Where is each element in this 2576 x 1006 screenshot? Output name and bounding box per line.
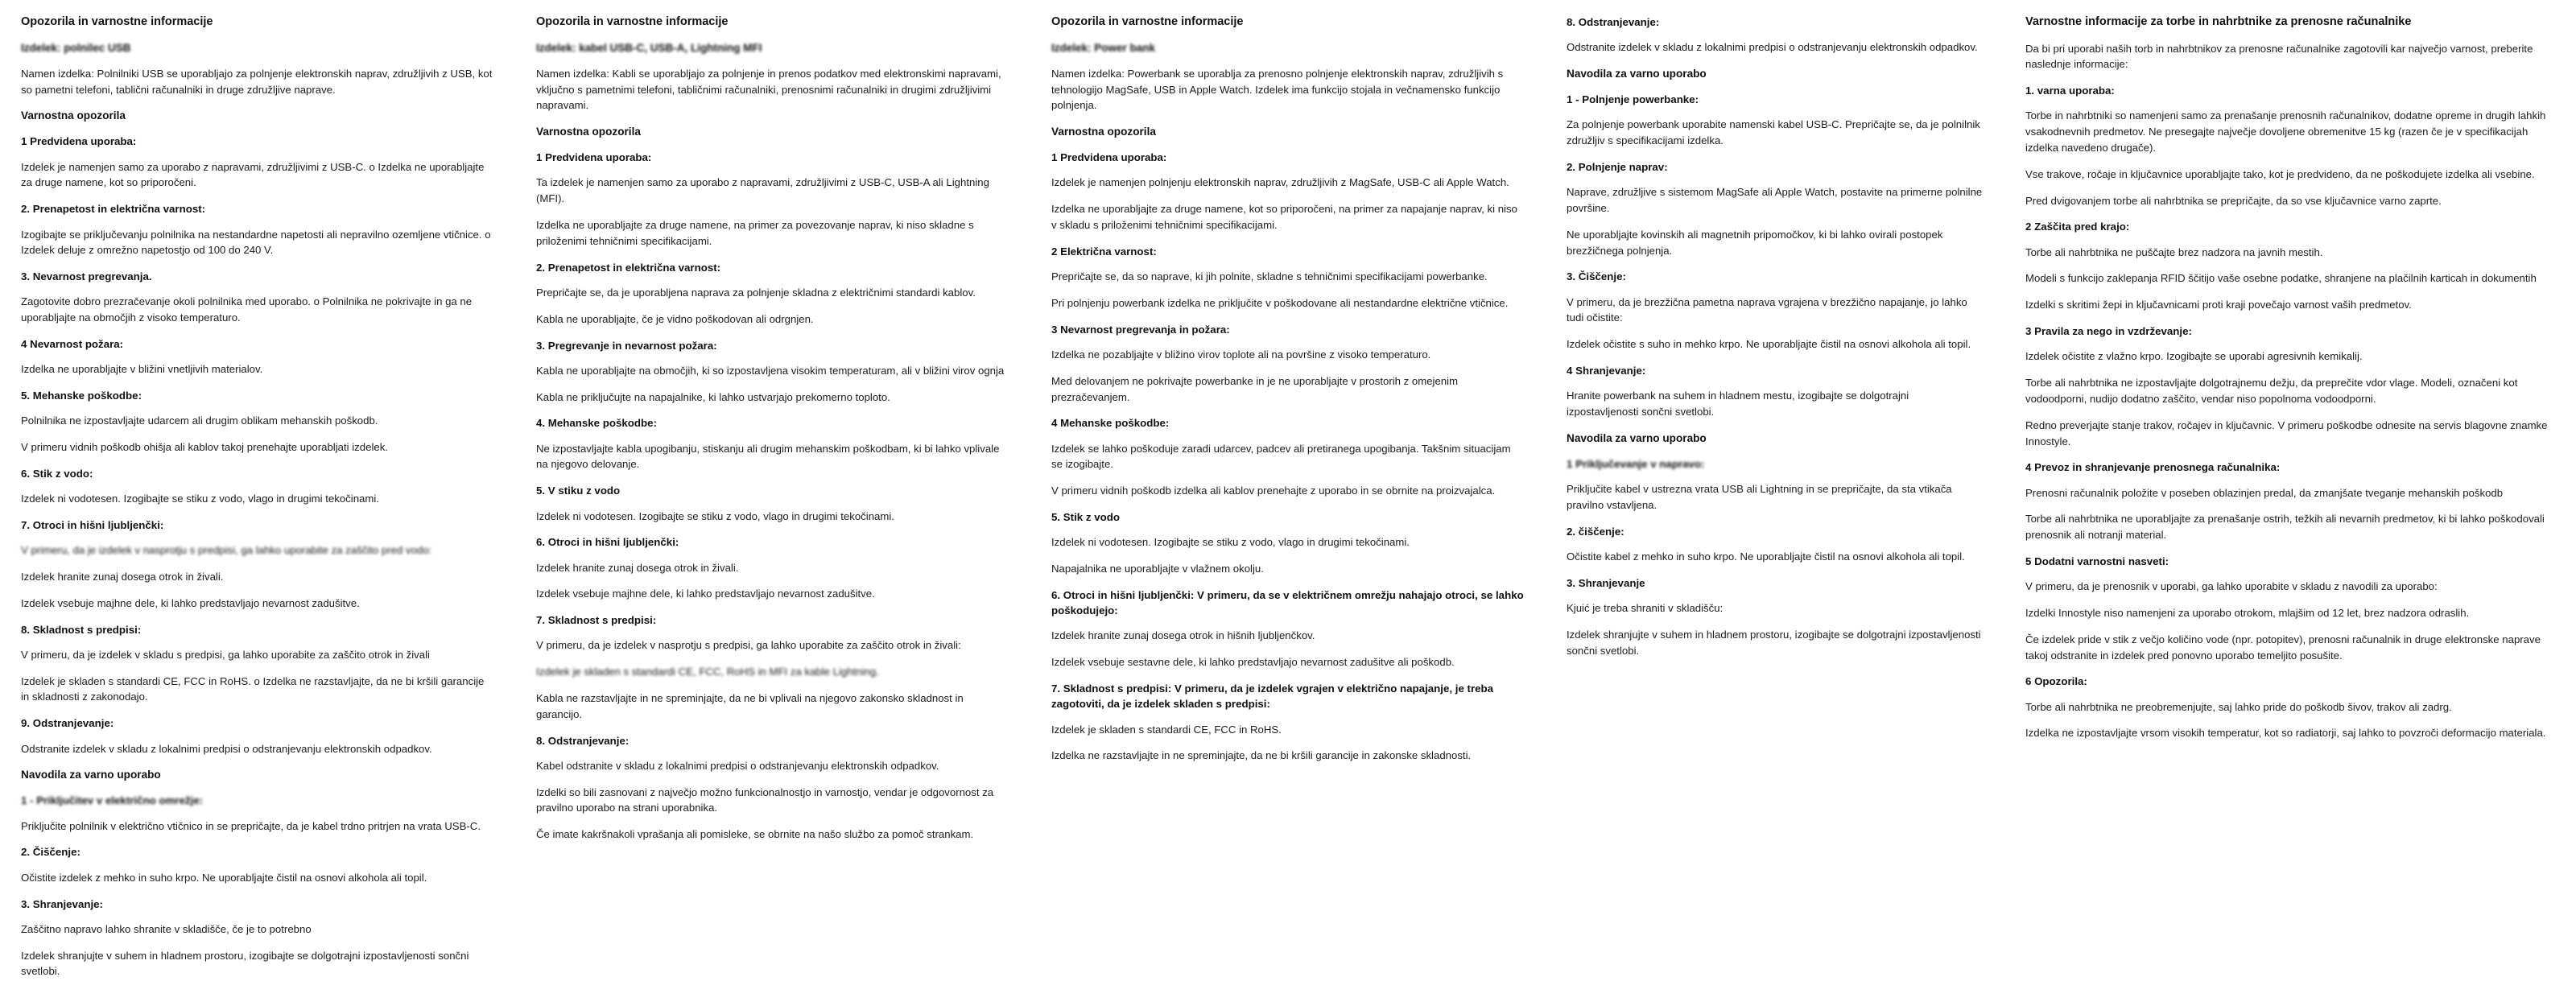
paragraph: Kabla ne uporabljajte na območjih, ki so izpostavljena visokim temperaturam, ali v bližini virov ognja: [536, 364, 1005, 377]
paragraph: V primeru, da je izdelek v nasprotju s predpisi, ga lahko uporabite za zaščito otrok in živali:: [536, 639, 961, 652]
paragraph: Izdelki Innostyle niso namenjeni za uporabo otrokom, mlajšim od 12 let, brez nadzora odraslih.: [2025, 607, 2470, 620]
paragraph: Za polnjenje powerbank uporabite namenski kabel USB-C. Prepričajte se, da je polnilnik združljiv s specifikacijami izdelka.: [1567, 118, 1980, 147]
heading-item: 2 Zaščita pred krajo:: [2025, 221, 2130, 233]
heading-item: 8. Odstranjevanje:: [536, 734, 630, 747]
heading-item: 6. Otroci in hišni ljubljenčki:: [536, 536, 679, 549]
paragraph: Kabel odstranite v skladu z lokalnimi predpisi o odstranjevanju elektronskih odpadkov.: [536, 759, 939, 772]
heading-warnings: Varnostna opozorila: [21, 109, 126, 122]
paragraph: Izdelka ne izpostavljajte vrsom visokih temperatur, kot so radiatorji, saj lahko to povzroči deformacijo materiala.: [2025, 727, 2546, 740]
paragraph: Izdelek shranjujte v suhem in hladnem prostoru, izogibajte se dolgotrajni izpostavljenosti sončni svetlobi.: [1567, 628, 1981, 657]
paragraph: Izogibajte se priključevanju polnilnika na nestandardne napetosti ali nepravilno ozemljene vtičnice. o Izdelek deluje z omrežno napetostjo od 100 do 240 V.: [21, 228, 491, 257]
heading-item: 4. Mehanske poškodbe:: [536, 417, 657, 430]
paragraph: Izdelek očistite s suho in mehko krpo. Ne uporabljajte čistil na osnovi alkohola ali topil.: [1567, 338, 1971, 351]
paragraph: Izdelki s skritimi žepi in ključavnicami proti kraji povečajo varnost vaših predmetov.: [2025, 299, 2412, 311]
heading-item: 2. Prenapetost in električna varnost:: [21, 203, 206, 216]
paragraph: Kabla ne priključujte na napajalnike, ki lahko ustvarjajo prekomerno toploto.: [536, 390, 890, 403]
paragraph: Izdelek je skladen s standardi CE, FCC, RoHS in MFI za kable Lightning.: [536, 666, 879, 678]
column-powerbank: [1030, 14, 1546, 774]
paragraph: Izdelka ne uporabljajte za druge namene, na primer za povezovanje naprav, ki niso skladne s priloženimi tehničnimi specifikacijami.: [536, 219, 974, 247]
heading-item: 3 Pravila za nego in vzdrževanje:: [2025, 325, 2192, 338]
paragraph: Prenosni računalnik položite v poseben oblazinjen predal, da zmanjšate tveganje mehanskih poškodb: [2025, 486, 2504, 499]
paragraph: Torbe ali nahrbtnika ne izpostavljajte dolgotrajnemu dežju, da preprečite vdor vlage. Modeli, označeni kot vodoodporni, nudijo dodatno zaščito, vendar niso popolnoma vodoodporni.: [2025, 377, 2518, 405]
paragraph: V primeru, da je izdelek v nasprotju s predpisi, ga lahko uporabite za zaščito pred vodo:: [21, 544, 432, 557]
paragraph: Torbe ali nahrbtnika ne uporabljajte za prenašanje ostrih, težkih ali nevarnih predmetov, ki bi lahko poškodovali prenosnik ali notranji material.: [2025, 513, 2545, 542]
paragraph: Torbe in nahrbtniki so namenjeni samo za prenašanje prenosnih računalnikov, dodatne opreme in drugih lahkih vsakodnevnih predmetov. Ne presegajte največje dovoljene obremenitve 15 kg (razen če je v specifikacijah izdelka navedeno drugače).: [2025, 109, 2546, 155]
paragraph: Prepričajte se, da je uporabljena naprava za polnjenje skladna z električnimi standardi kablov.: [536, 286, 976, 299]
heading-item: 2. Polnjenje naprav:: [1567, 160, 1668, 173]
paragraph: Priključite polnilnik v električno vtičnico in se prepričajte, da je kabel trdno pritrjen na vrata USB-C.: [21, 819, 481, 832]
paragraph: Izdelki so bili zasnovani z največjo možno funkcionalnostjo in varnostjo, vendar je odgovornost za pravilno uporabo na strani uporabnika.: [536, 785, 994, 814]
heading-item: 9. Odstranjevanje:: [21, 717, 114, 730]
paragraph: Očistite izdelek z mehko in suho krpo. Ne uporabljajte čistil na osnovi alkohola ali topil.: [21, 871, 427, 884]
heading-item: 2. Čiščenje:: [21, 846, 80, 859]
paragraph: Kabla ne uporabljajte, če je vidno poškodovan ali odrgnjen.: [536, 312, 814, 325]
heading-item: 3. Shranjevanje:: [21, 897, 103, 910]
heading-item: 4 Shranjevanje:: [1567, 365, 1646, 377]
paragraph: Izdelek se lahko poškoduje zaradi udarcev, padcev ali pretiranega upogibanja. Takšnim situacijam se izogibajte.: [1051, 442, 1511, 471]
heading-item: 7. Skladnost s predpisi: V primeru, da je izdelek vgrajen v električno napajanje, je treba zagotoviti, da je izdelek skladen s predpisi:: [1051, 682, 1494, 711]
paragraph: Torbe ali nahrbtnika ne preobremenjujte, saj lahko pride do poškodb šivov, trakov ali zadrg.: [2025, 700, 2452, 713]
paragraph: V primeru vidnih poškodb izdelka ali kablov prenehajte z uporabo in se obrnite na proizvajalca.: [1051, 484, 1496, 497]
paragraph: Naprave, združljive s sistemom MagSafe ali Apple Watch, postavite na primerne polnilne površine.: [1567, 186, 1983, 215]
section-title: Opozorila in varnostne informacije: [1051, 15, 1244, 28]
product-name: Izdelek: kabel USB-C, USB-A, Lightning MFI: [536, 41, 762, 54]
paragraph: Ne izpostavljajte kabla upogibanju, stiskanju ali drugim mehanskim poškodbam, ki bi lahko vplivale na njegovo delovanje.: [536, 442, 1000, 471]
paragraph: Izdelek shranjujte v suhem in hladnem prostoru, izogibajte se dolgotrajni izpostavljenosti sončni svetlobi.: [21, 949, 469, 978]
paragraph: Odstranite izdelek v skladu z lokalnimi predpisi o odstranjevanju elektronskih odpadkov.: [21, 742, 432, 755]
paragraph: Torbe ali nahrbtnika ne puščajte brez nadzora na javnih mestih.: [2025, 245, 2323, 258]
heading-item: 3. Shranjevanje: [1567, 576, 1645, 589]
heading-instructions: Navodila za varno uporabo: [1567, 68, 1707, 80]
product-name: Izdelek: Power bank: [1051, 41, 1156, 54]
heading-item: 1 - Polnjenje powerbanke:: [1567, 93, 1699, 106]
column-charger: [0, 14, 515, 990]
paragraph: Zaščitno napravo lahko shranite v skladišče, če je to potrebno: [21, 922, 312, 935]
heading-item: 3 Nevarnost pregrevanja in požara:: [1051, 323, 1230, 336]
heading-item: 5. Stik z vodo: [1051, 511, 1120, 524]
paragraph: Izdelek ni vodotesen. Izogibajte se stiku z vodo, vlago in drugimi tekočinami.: [21, 493, 379, 505]
paragraph: Namen izdelka: Polnilniki USB se uporabljajo za polnjenje elektronskih naprav, združljivih z USB, kot so pametni telefoni, tablični računalniki in druge združljive naprave.: [21, 67, 493, 96]
heading-warnings: Varnostna opozorila: [536, 126, 641, 138]
paragraph: Izdelek hranite zunaj dosega otrok in živali.: [21, 571, 224, 583]
paragraph: V primeru, da je brezžična pametna naprava vgrajena v brezžično napajanje, jo lahko tudi očistite:: [1567, 295, 1967, 324]
column-bags: [2004, 14, 2576, 752]
heading-item: 8. Odstranjevanje:: [1567, 16, 1660, 28]
paragraph: Priključite kabel v ustrezna vrata USB ali Lightning in se prepričajte, da sta vtikača pravilno vstavljena.: [1567, 483, 1952, 512]
paragraph: Vse trakove, ročaje in ključavnice uporabljajte tako, kot je predvideno, da ne poškodujete izdelka ali vsebine.: [2025, 167, 2535, 180]
paragraph: Izdelek ni vodotesen. Izogibajte se stiku z vodo, vlago in drugimi tekočinami.: [536, 509, 894, 522]
heading-item: 1 Predvidena uporaba:: [536, 151, 652, 164]
paragraph: Med delovanjem ne pokrivajte powerbanke in je ne uporabljajte v prostorih z omejenim prezračevanjem.: [1051, 374, 1459, 403]
paragraph: Ne uporabljajte kovinskih ali magnetnih pripomočkov, ki bi lahko ovirali postopek brezžičnega polnjenja.: [1567, 228, 1943, 257]
paragraph: Izdelka ne razstavljajte in ne spreminjajte, da ne bi kršili garancije in zakonske skladnosti.: [1051, 749, 1472, 762]
section-title: Varnostne informacije za torbe in nahrbtnike za prenosne računalnike: [2025, 15, 2412, 28]
column-powerbank-continued: [1546, 14, 2004, 670]
paragraph: Če izdelek pride v stik z večjo količino vode (npr. potopitev), prenosni računalnik in druge elektronske naprave takoj odstranite in izdelek pred ponovno uporabo temeljito posušite.: [2025, 633, 2541, 662]
heading-item: 6. Otroci in hišni ljubljenčki: V primeru, da se v električnem omrežju nahajajo otroci, se lahko poškodujejo:: [1051, 588, 1524, 617]
section-title: Opozorila in varnostne informacije: [536, 15, 729, 28]
paragraph: Namen izdelka: Powerbank se uporablja za prenosno polnjenje elektronskih naprav, združljivih s tehnologijo MagSafe, USB in Apple Watch. Izdelek ima funkcijo stojala in večnamensko funkcijo polnjenja.: [1051, 67, 1504, 112]
paragraph: Izdelek očistite z vlažno krpo. Izogibajte se uporabi agresivnih kemikalij.: [2025, 350, 2363, 363]
paragraph: Izdelek je skladen s standardi CE, FCC in RoHS.: [1051, 723, 1282, 736]
paragraph: Prepričajte se, da so naprave, ki jih polnite, skladne s tehničnimi specifikacijami powerbanke.: [1051, 270, 1488, 283]
paragraph: Ta izdelek je namenjen samo za uporabo z napravami, združljivimi z USB-C, USB-A ali Lightning (MFI).: [536, 176, 989, 205]
heading-instructions: Navodila za varno uporabo: [21, 769, 161, 781]
heading-item: 5. Mehanske poškodbe:: [21, 390, 142, 402]
paragraph: Redno preverjajte stanje trakov, ročajev in ključavnic. V primeru poškodbe odnesite na servis blagovne znamke Innostyle.: [2025, 418, 2548, 447]
column-cable: [515, 14, 1030, 853]
heading-item: 2. čiščenje:: [1567, 525, 1624, 538]
paragraph: Izdelka ne uporabljajte za druge namene, kot so priporočeni, na primer za napajanje naprav, ki niso v skladu s priloženimi tehničnimi specifikacijami.: [1051, 203, 1517, 232]
heading-instructions: Navodila za varno uporabo: [1567, 431, 1707, 444]
paragraph: Kjuić je treba shraniti v skladišču:: [1567, 602, 1724, 615]
heading-item: 7. Skladnost s predpisi:: [536, 614, 657, 627]
heading-warnings: Varnostna opozorila: [1051, 126, 1156, 138]
heading-item: 4 Nevarnost požara:: [21, 337, 124, 350]
heading-item: 1 Priključevanje v napravo:: [1567, 457, 1705, 470]
paragraph: Namen izdelka: Kabli se uporabljajo za polnjenje in prenos podatkov med elektronskimi napravami, vključno s pametnimi telefoni, tabličnimi računalniki, prenosnimi računalniki in drugimi združljivimi napravami.: [536, 67, 1001, 112]
paragraph: Izdelek vsebuje majhne dele, ki lahko predstavljajo nevarnost zadušitve.: [536, 588, 875, 600]
heading-item: 3. Čiščenje:: [1567, 270, 1626, 283]
paragraph: Zagotovite dobro prezračevanje okoli polnilnika med uporabo. o Polnilnika ne pokrivajte in ga ne uporabljajte na območjih z visoko temperaturo.: [21, 295, 473, 324]
heading-item: 1 Predvidena uporaba:: [1051, 151, 1167, 164]
heading-item: 2. Prenapetost in električna varnost:: [536, 261, 721, 274]
paragraph: Izdelka ne uporabljajte v bližini vnetljivih materialov.: [21, 363, 263, 376]
product-name: Izdelek: polnilec USB: [21, 41, 131, 54]
heading-item: 1 - Priključitev v električno omrežje:: [21, 794, 204, 807]
section-title: Opozorila in varnostne informacije: [21, 15, 213, 28]
paragraph: Izdelek je namenjen samo za uporabo z napravami, združljivimi z USB-C. o Izdelka ne uporabljajte za druge namene, kot so priporočeni.: [21, 160, 485, 189]
paragraph: Modeli s funkcijo zaklepanja RFID ščitijo vaše osebne podatke, shranjene na plačilnih karticah in dokumentih: [2025, 272, 2537, 285]
paragraph: Polnilnika ne izpostavljajte udarcem ali drugim oblikam mehanskih poškodb.: [21, 414, 378, 427]
paragraph: Očistite kabel z mehko in suho krpo. Ne uporabljajte čistil na osnovi alkohola ali topil.: [1567, 550, 1965, 563]
paragraph: Napajalnika ne uporabljajte v vlažnem okolju.: [1051, 563, 1264, 575]
paragraph: Pred dvigovanjem torbe ali nahrbtnika se prepričajte, da so vse ključavnice varno zaprte.: [2025, 194, 2442, 207]
paragraph: Izdelek vsebuje majhne dele, ki lahko predstavljajo nevarnost zadušitve.: [21, 596, 360, 609]
heading-item: 2 Električna varnost:: [1051, 245, 1157, 258]
paragraph: Izdelek ni vodotesen. Izogibajte se stiku z vodo, vlago in drugimi tekočinami.: [1051, 536, 1410, 549]
heading-item: 1 Predvidena uporaba:: [21, 135, 137, 148]
paragraph: Da bi pri uporabi naših torb in nahrbtnikov za prenosne računalnike zagotovili kar največjo varnost, preberite naslednje informacije:: [2025, 42, 2533, 71]
heading-item: 6. Stik z vodo:: [21, 467, 93, 480]
heading-item: 4 Prevoz in shranjevanje prenosnega računalnika:: [2025, 461, 2281, 474]
paragraph: Izdelek hranite zunaj dosega otrok in živali.: [536, 561, 739, 574]
heading-item: 8. Skladnost s predpisi:: [21, 623, 142, 636]
heading-item: 3. Nevarnost pregrevanja.: [21, 270, 152, 283]
paragraph: Izdelka ne pozabljajte v bližino virov toplote ali na površine z visoko temperaturo.: [1051, 348, 1431, 361]
paragraph: Izdelek vsebuje sestavne dele, ki lahko predstavljajo nevarnost zadušitve ali poškodb.: [1051, 656, 1455, 669]
heading-item: 5 Dodatni varnostni nasveti:: [2025, 555, 2169, 567]
paragraph: Kabla ne razstavljajte in ne spreminjajte, da ne bi vplivali na njegovo zakonsko skladnost in garancijo.: [536, 692, 964, 720]
paragraph: Hranite powerbank na suhem in hladnem mestu, izogibajte se dolgotrajni izpostavljenosti sončni svetlobi.: [1567, 390, 1909, 418]
paragraph: V primeru, da je izdelek v skladu s predpisi, ga lahko uporabite za zaščito otrok in živali: [21, 648, 430, 661]
heading-item: 3. Pregrevanje in nevarnost požara:: [536, 339, 717, 352]
paragraph: Odstranite izdelek v skladu z lokalnimi predpisi o odstranjevanju elektronskih odpadkov.: [1567, 41, 1978, 54]
paragraph: Če imate kakršnakoli vprašanja ali pomisleke, se obrnite na našo službo za pomoč strankam.: [536, 828, 974, 841]
heading-item: 6 Opozorila:: [2025, 675, 2087, 688]
heading-item: 5. V stiku z vodo: [536, 484, 621, 497]
paragraph: Izdelek hranite zunaj dosega otrok in hišnih ljubljenčkov.: [1051, 629, 1315, 642]
heading-item: 1. varna uporaba:: [2025, 85, 2115, 97]
heading-item: 7. Otroci in hišni ljubljenčki:: [21, 518, 164, 531]
heading-item: 4 Mehanske poškodbe:: [1051, 417, 1170, 430]
paragraph: V primeru, da je prenosnik v uporabi, ga lahko uporabite v skladu z navodili za uporabo:: [2025, 580, 2438, 593]
paragraph: Izdelek je skladen s standardi CE, FCC in RoHS. o Izdelka ne razstavljajte, da ne bi kršili garancije in skladnosti z zakonodajo.: [21, 674, 485, 703]
paragraph: Izdelek je namenjen polnjenju elektronskih naprav, združljivih z MagSafe, USB-C ali Apple Watch.: [1051, 176, 1509, 189]
paragraph: V primeru vidnih poškodb ohišja ali kablov takoj prenehajte uporabljati izdelek.: [21, 441, 388, 454]
paragraph: Pri polnjenju powerbank izdelka ne priključite v poškodovane ali nestandardne električne vtičnice.: [1051, 296, 1509, 309]
